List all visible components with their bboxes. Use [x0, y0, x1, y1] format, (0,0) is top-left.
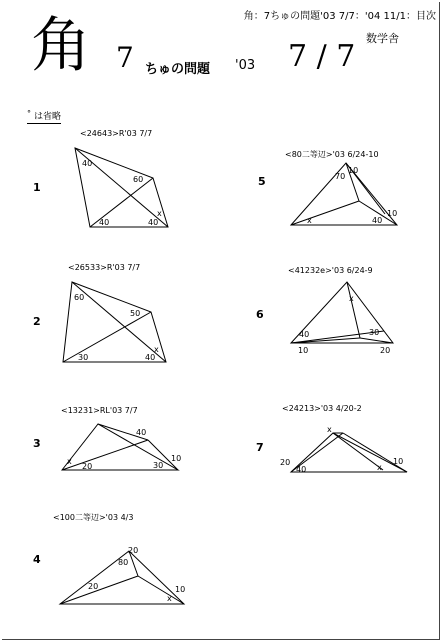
- problem-1-label-d: 40: [148, 218, 159, 227]
- problem-3-caption: <13231>RL'03 7/7: [61, 406, 138, 415]
- problem-7-label-x: x: [327, 425, 332, 434]
- title-year: '03: [235, 58, 256, 73]
- problem-1-caption: <24643>R'03 7/7: [80, 129, 153, 138]
- problem-4-caption: <100二等辺>'03 4/3: [53, 513, 134, 522]
- title-date: 7 / 7: [288, 39, 356, 74]
- problem-2-label-d: 40: [145, 353, 156, 362]
- problem-4-label-b: 80: [118, 558, 129, 567]
- problem-6-number: 6: [256, 308, 264, 321]
- title-number: 7: [116, 41, 134, 74]
- problem-5-label-b: 10: [348, 166, 359, 175]
- problem-2-number: 2: [33, 315, 41, 328]
- problem-1-label-b: 60: [133, 175, 144, 184]
- problem-1-number: 1: [33, 181, 41, 194]
- problem-5-label-x: x: [307, 216, 312, 225]
- problem-3-label-c: 30: [153, 461, 164, 470]
- problem-6-caption: <41232e>'03 6/24-9: [288, 266, 373, 275]
- problem-2-label-c: 30: [78, 353, 89, 362]
- problem-7-number: 7: [256, 441, 264, 454]
- problem-5-label-a: 70: [335, 172, 346, 181]
- problem-7-label-b: 40: [296, 465, 307, 474]
- problem-3-label-d: 10: [171, 454, 182, 463]
- problem-4-number: 4: [33, 553, 41, 566]
- problem-2-label-b: 50: [130, 309, 141, 318]
- problem-2-label-a: 60: [74, 293, 85, 302]
- header-breadcrumb[interactable]: 角：7ちゅの問題'03 7/7：'04 11/1：目次: [243, 11, 436, 22]
- problem-4-label-a: 20: [128, 546, 139, 555]
- problem-4-label-d: 10: [175, 585, 186, 594]
- problem-6-label-c: 30: [369, 328, 380, 337]
- problem-7-segment-c: [343, 433, 407, 472]
- title-text: ちゅの問題: [145, 62, 211, 77]
- problem-5-number: 5: [258, 175, 266, 188]
- problem-3-label-b: 20: [82, 462, 93, 471]
- problem-5-label-d: 10: [387, 209, 398, 218]
- degree-mark: °: [27, 109, 31, 118]
- problem-7-label-x2: x: [377, 463, 382, 472]
- problem-2-caption: <26533>R'03 7/7: [68, 263, 141, 272]
- problem-1-label-c: 40: [99, 218, 110, 227]
- problem-3-number: 3: [33, 437, 41, 450]
- note-text: は省略: [34, 112, 62, 122]
- publisher-name: 数学舎: [366, 32, 399, 45]
- problem-2-label-x: x: [154, 345, 159, 354]
- problem-5-label-c: 40: [372, 216, 383, 225]
- problem-4-label-x: x: [167, 594, 172, 603]
- problem-7-triangle: [291, 433, 407, 472]
- problem-6-label-b: 10: [298, 346, 309, 355]
- problem-6-label-a: 40: [299, 330, 310, 339]
- problem-7-label-a: 20: [280, 458, 291, 467]
- problem-7-label-c: 10: [393, 457, 404, 466]
- problem-6-label-d: 20: [380, 346, 391, 355]
- problem-7-caption: <24213>'03 4/20-2: [282, 404, 362, 413]
- problem-4-label-c: 20: [88, 582, 99, 591]
- title-kanji: 角: [31, 11, 91, 81]
- problem-1-label-x: x: [157, 209, 162, 218]
- problem-3-label-x: x: [67, 457, 72, 466]
- problem-3-label-a: 40: [136, 428, 147, 437]
- problem-6-label-x: x: [349, 294, 354, 303]
- problem-7-segment-d: [333, 433, 383, 470]
- problem-5-caption: <80二等辺>'03 6/24-10: [285, 150, 379, 159]
- problem-1-label-a: 40: [82, 159, 93, 168]
